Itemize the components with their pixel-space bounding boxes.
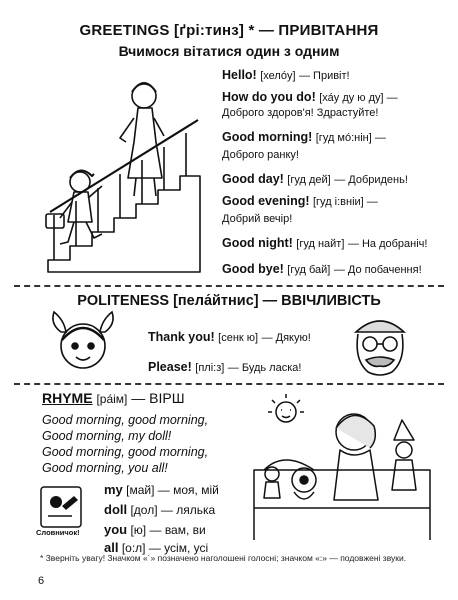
girl-face-icon <box>48 310 118 378</box>
vocab-item: all [о:л] — усім, усі <box>104 540 209 555</box>
greeting-translation: Доброго ранку! <box>222 149 299 161</box>
dictionary-badge-icon <box>38 484 92 530</box>
dictionary-label: Словничок! <box>36 528 80 537</box>
rhyme-line: Good morning, good morning, <box>42 445 209 459</box>
grandfather-face-icon <box>344 310 416 380</box>
greeting-phrase: Good evening! [гуд і:вніи] — <box>222 194 378 208</box>
greeting-phrase: Good morning! [гуд мó:нін] — <box>222 130 386 144</box>
politeness-phrase: Thank you! [сенк ю] — Дякую! <box>148 330 311 344</box>
greeting-phrase: Good day! [гуд дей] — Добридень! <box>222 172 408 186</box>
greeting-phrase: Good night! [гуд найт] — На добраніч! <box>222 236 428 250</box>
rhyme-line: Good morning, good morning, <box>42 413 209 427</box>
footnote: * Зверніть увагу! Значком «´» позначено наголошені голосні; значком «:» — подовжені звуки. <box>40 553 407 563</box>
section-divider <box>14 383 444 385</box>
rhyme-title: RHYME [ра́ім] — ВІРШ <box>42 390 185 406</box>
page-subtitle: Вчимося вітатися один з одним <box>118 43 340 59</box>
greeting-phrase: Good bye! [гуд бай] — До побачення! <box>222 262 422 276</box>
page-number: 6 <box>38 575 45 587</box>
vocab-item: my [май] — моя, мій <box>104 482 219 497</box>
bedroom-illustration <box>244 390 440 550</box>
vocab-item: doll [дол] — лялька <box>104 502 216 517</box>
rhyme-line: Good morning, my doll! <box>42 429 172 443</box>
page-title: GREETINGS [ґрі:тинз] * — ПРИВІТАННЯ <box>79 22 379 39</box>
politeness-title: POLITENESS [пела́йтнис] — ВВІЧЛИВІСТЬ <box>77 293 381 309</box>
section-divider <box>14 285 444 287</box>
greeting-translation: Добрий вечір! <box>222 213 293 225</box>
greeting-translation: Доброго здоров'я! Здрастуйте! <box>222 107 379 119</box>
vocab-item: you [ю] — вам, ви <box>104 522 206 537</box>
greeting-phrase: How do you do! [ха́у ду ю ду] — <box>222 90 398 104</box>
rhyme-line: Good morning, you all! <box>42 461 168 475</box>
staircase-illustration <box>28 62 208 284</box>
politeness-phrase: Please! [плі:з] — Будь ласка! <box>148 360 302 374</box>
greeting-phrase: Hello! [хелóу] — Привіт! <box>222 68 350 82</box>
